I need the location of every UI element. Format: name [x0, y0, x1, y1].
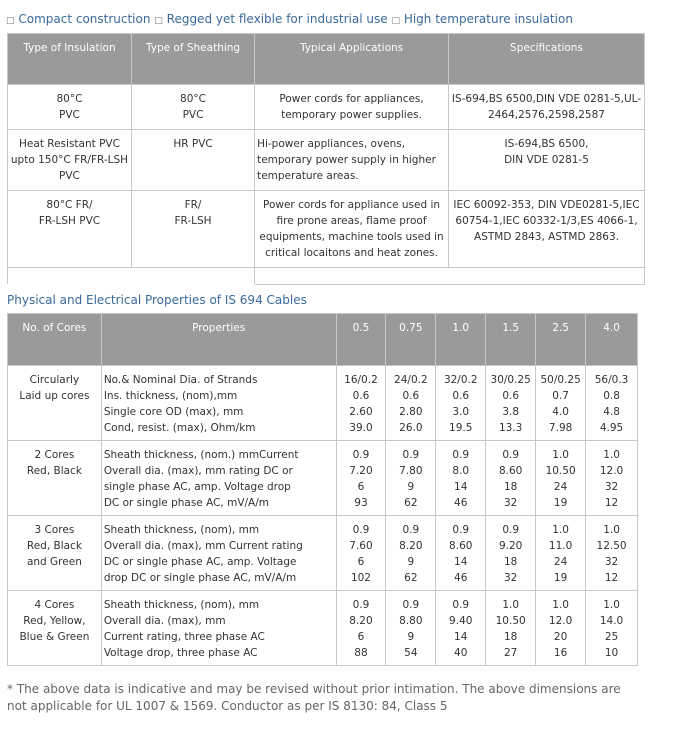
- properties-table: [7, 313, 638, 666]
- cell-text: 0.6: [402, 390, 420, 402]
- cell-text: Red, Black: [26, 540, 82, 552]
- column-header: Typical Applications: [255, 34, 449, 85]
- cell-text: FR/: [184, 199, 202, 211]
- cell-text: 0.9: [502, 449, 520, 461]
- cell-text: DIN VDE 0281-5: [504, 154, 589, 166]
- section-title: Physical and Electrical Properties of IS 694 Cables: [7, 293, 307, 307]
- cell-text: Power cords for appliance used in: [262, 199, 441, 211]
- cell-text: 4 Cores: [34, 599, 75, 611]
- value-cell: [436, 441, 486, 516]
- cell-text: 0.9: [402, 449, 420, 461]
- table-cell-sheathing: [131, 191, 254, 268]
- properties-cell: [101, 441, 336, 516]
- cell-text: PVC: [182, 109, 204, 121]
- cell-text: 1.0: [552, 599, 569, 611]
- cell-text: ASTMD 2843, ASTMD 2863.: [474, 231, 619, 243]
- cell-text: critical locaitons and heat zones.: [265, 247, 438, 259]
- value-cell: [436, 591, 486, 666]
- value-cell: [386, 516, 436, 591]
- cell-text: 39.0: [349, 422, 373, 434]
- insulation-table: [7, 33, 645, 285]
- cell-text: 1.0: [603, 449, 620, 461]
- cell-text: HR PVC: [173, 138, 213, 150]
- table-cell-insulation: [8, 85, 132, 130]
- cell-text: Cond, resist. (max), Ohm/km: [103, 422, 256, 434]
- cell-text: 4.8: [603, 406, 620, 418]
- cell-text: Overall dia. (max), mm Current rating: [103, 540, 303, 552]
- cell-text: Blue & Green: [19, 631, 90, 643]
- cell-text: 14: [454, 481, 468, 493]
- cores-cell: [8, 366, 102, 441]
- cell-text: 18: [503, 631, 518, 643]
- feature-item: Compact construction: [18, 12, 151, 26]
- cell-text: Hi-power appliances, ovens,: [257, 138, 406, 150]
- cell-text: 80°C FR/: [46, 199, 93, 211]
- value-cell: [586, 516, 638, 591]
- cell-text: 6: [357, 556, 365, 568]
- cell-text: 1.0: [603, 524, 620, 536]
- cell-text: 12: [604, 497, 619, 509]
- column-header: Specifications: [449, 34, 645, 85]
- value-cell: [486, 591, 536, 666]
- table-cell-insulation: [8, 191, 132, 268]
- cell-text: 46: [454, 572, 468, 584]
- value-cell: [536, 591, 586, 666]
- cell-text: 27: [503, 647, 518, 659]
- cell-text: 8.60: [498, 465, 523, 477]
- cell-text: 32: [503, 572, 518, 584]
- cell-text: 14.0: [599, 615, 624, 627]
- table-cell-specifications: [449, 130, 645, 191]
- cell-text: 12.0: [599, 465, 624, 477]
- cell-text: 11.0: [548, 540, 573, 552]
- column-header: 0.75: [386, 314, 436, 366]
- cell-text: 62: [404, 497, 418, 509]
- cell-text: 2464,2576,2598,2587: [488, 109, 605, 121]
- cell-text: 19: [553, 572, 568, 584]
- cell-text: 18: [503, 481, 518, 493]
- cell-text: 0.9: [352, 524, 370, 536]
- cell-text: 0.9: [402, 524, 420, 536]
- cell-text: FR-LSH PVC: [38, 215, 101, 227]
- cell-text: 80°C: [180, 93, 206, 105]
- cell-text: 0.6: [352, 390, 370, 402]
- cell-text: 19.5: [449, 422, 473, 434]
- value-cell: [536, 441, 586, 516]
- cell-text: 2.60: [349, 406, 373, 418]
- cell-text: Sheath thickness, (nom.) mmCurrent: [103, 449, 299, 461]
- table-cell-insulation: [8, 130, 132, 191]
- cell-text: Red, Yellow,: [23, 615, 86, 627]
- cell-text: 9: [407, 631, 415, 643]
- cell-text: PVC: [59, 109, 80, 121]
- cores-cell: [8, 441, 102, 516]
- feature-list: [6, 12, 573, 26]
- cell-text: IEC 60092-353, DIN VDE0281-5,IEC: [453, 199, 640, 211]
- cell-text: 0.9: [452, 449, 470, 461]
- cell-text: Single core OD (max), mm: [103, 406, 244, 418]
- cell-text: 18: [503, 556, 518, 568]
- cell-text: temperature areas.: [257, 170, 359, 182]
- value-cell: [536, 366, 586, 441]
- cell-text: 0.9: [352, 449, 370, 461]
- cell-text: 6: [357, 481, 365, 493]
- cell-text: 32/0.2: [443, 374, 478, 386]
- table-cell-applications: [255, 191, 449, 268]
- cell-text: drop DC or single phase AC, mV/A/m: [103, 572, 297, 584]
- cell-text: 8.20: [349, 615, 373, 627]
- cell-text: 10.50: [495, 615, 526, 627]
- value-cell: [586, 366, 638, 441]
- value-cell: [336, 366, 386, 441]
- cell-text: 80°C: [56, 93, 83, 105]
- cell-text: equipments, machine tools used in: [259, 231, 444, 243]
- cell-text: 20: [553, 631, 568, 643]
- properties-cell: [101, 591, 336, 666]
- cell-text: 93: [354, 497, 368, 509]
- cell-text: 12: [604, 572, 619, 584]
- value-cell: [486, 516, 536, 591]
- table-header-row: [8, 34, 645, 85]
- cell-text: 1.0: [552, 449, 569, 461]
- value-cell: [386, 441, 436, 516]
- cell-text: 0.7: [552, 390, 569, 402]
- feature-item: High temperature insulation: [403, 12, 573, 26]
- cell-text: 0.9: [352, 599, 370, 611]
- cell-text: 2.80: [399, 406, 423, 418]
- cell-text: 7.60: [349, 540, 373, 552]
- cell-text: 9.20: [498, 540, 523, 552]
- footnote: * The above data is indicative and may be revised without prior intimation. The above dimensions are not applicable for UL 1007 & 1569. Conductor as per IS 8130: 84, Class 5: [7, 682, 621, 713]
- table-cell-sheathing: [131, 130, 254, 191]
- cell-text: upto 150°C FR/FR-LSH: [10, 154, 129, 166]
- cell-text: 10.50: [545, 465, 576, 477]
- cell-text: 26.0: [399, 422, 423, 434]
- table-cell-specifications: [449, 191, 645, 268]
- cell-text: 0.9: [452, 524, 470, 536]
- cell-text: IS-694,BS 6500,: [504, 138, 589, 150]
- cell-text: 60754-1,IEC 60332-1/3,ES 4066-1,: [455, 215, 638, 227]
- column-header: No. of Cores: [8, 314, 102, 366]
- column-header: 1.5: [486, 314, 536, 366]
- column-header: 2.5: [536, 314, 586, 366]
- cell-text: 12.0: [548, 615, 573, 627]
- column-header: 0.5: [336, 314, 386, 366]
- cell-text: 32: [503, 497, 518, 509]
- table-cell-applications: [255, 85, 449, 130]
- cell-text: 24: [553, 481, 568, 493]
- cell-text: Circularly: [29, 374, 80, 386]
- cell-text: 3.0: [452, 406, 470, 418]
- cell-text: No.& Nominal Dia. of Strands: [103, 374, 258, 386]
- cell-text: 2 Cores: [34, 449, 75, 461]
- value-cell: [536, 516, 586, 591]
- properties-cell: [101, 366, 336, 441]
- table-row: [8, 591, 638, 666]
- cell-text: 3 Cores: [34, 524, 75, 536]
- value-cell: [436, 366, 486, 441]
- cell-text: 32: [604, 481, 619, 493]
- cell-text: 25: [604, 631, 619, 643]
- cell-text: Ins. thickness, (nom),mm: [103, 390, 238, 402]
- value-cell: [436, 516, 486, 591]
- cell-text: FR-LSH: [174, 215, 212, 227]
- cell-text: Voltage drop, three phase AC: [103, 647, 258, 659]
- cell-text: DC or single phase AC, amp. Voltage: [103, 556, 297, 568]
- value-cell: [336, 591, 386, 666]
- table-row: [8, 516, 638, 591]
- cell-text: 56/0.3: [594, 374, 629, 386]
- cell-text: Power cords for appliances,: [279, 93, 424, 105]
- cell-text: 24/0.2: [394, 374, 428, 386]
- cell-text: 7.20: [349, 465, 373, 477]
- value-cell: [336, 516, 386, 591]
- table-cell-applications: [255, 130, 449, 191]
- cell-text: 0.9: [402, 599, 420, 611]
- cell-text: 88: [354, 647, 368, 659]
- value-cell: [486, 366, 536, 441]
- table-cell-sheathing: [131, 85, 254, 130]
- value-cell: [586, 441, 638, 516]
- table-row-empty: [8, 268, 645, 285]
- cell-text: 50/0.25: [540, 374, 581, 386]
- cell-text: 9: [407, 556, 415, 568]
- cell-text: Current rating, three phase AC: [103, 631, 265, 643]
- cores-cell: [8, 591, 102, 666]
- cell-text: 102: [350, 572, 371, 584]
- value-cell: [586, 591, 638, 666]
- cell-text: fire prone areas, flame proof: [276, 215, 427, 227]
- cell-text: 14: [454, 556, 468, 568]
- cell-text: 3.8: [502, 406, 520, 418]
- cell-text: 9: [407, 481, 415, 493]
- cell-text: 4.95: [599, 422, 624, 434]
- table-row: [8, 441, 638, 516]
- cell-text: 0.6: [502, 390, 520, 402]
- cell-text: 19: [553, 497, 568, 509]
- cell-text: temporary power supply in higher: [257, 154, 436, 166]
- value-cell: [386, 366, 436, 441]
- column-header: 1.0: [436, 314, 486, 366]
- table-row: [8, 130, 645, 191]
- cell-text: 7.98: [548, 422, 573, 434]
- cell-text: 46: [454, 497, 468, 509]
- cell-text: Sheath thickness, (nom), mm: [103, 599, 260, 611]
- cell-text: 1.0: [502, 599, 520, 611]
- value-cell: [386, 591, 436, 666]
- cell-text: 7.80: [399, 465, 423, 477]
- cell-text: 32: [604, 556, 619, 568]
- table-row: [8, 366, 638, 441]
- column-header: Properties: [101, 314, 336, 366]
- column-header: Type of Sheathing: [131, 34, 254, 85]
- cell-text: 4.0: [552, 406, 569, 418]
- cell-text: 12.50: [596, 540, 627, 552]
- value-cell: [486, 441, 536, 516]
- cell-text: 14: [454, 631, 468, 643]
- cell-text: 13.3: [498, 422, 523, 434]
- column-header: Type of Insulation: [8, 34, 132, 85]
- cell-text: and Green: [26, 556, 82, 568]
- cell-text: 8.60: [449, 540, 473, 552]
- cell-text: Heat Resistant PVC: [19, 138, 120, 150]
- cell-text: 16/0.2: [344, 374, 378, 386]
- cell-text: 54: [404, 647, 418, 659]
- column-header: 4.0: [586, 314, 638, 366]
- cell-text: DC or single phase AC, mV/A/m: [103, 497, 269, 509]
- cell-text: 10: [604, 647, 619, 659]
- table-cell-specifications: [449, 85, 645, 130]
- cell-text: 40: [454, 647, 468, 659]
- cell-text: Sheath thickness, (nom), mm: [103, 524, 260, 536]
- cell-text: PVC: [59, 170, 80, 182]
- cell-text: 1.0: [552, 524, 569, 536]
- cell-text: 8.0: [452, 465, 470, 477]
- value-cell: [336, 441, 386, 516]
- cell-text: 6: [357, 631, 365, 643]
- cell-text: 8.20: [399, 540, 423, 552]
- cell-text: Red, Black: [26, 465, 82, 477]
- properties-cell: [101, 516, 336, 591]
- cell-text: Overall dia. (max), mm rating DC or: [103, 465, 293, 477]
- cell-text: temporary power supplies.: [281, 109, 422, 121]
- bullet-icon: □: [391, 16, 400, 26]
- table-row: [8, 85, 645, 130]
- cell-text: 9.40: [449, 615, 473, 627]
- cell-text: 62: [404, 572, 418, 584]
- cell-text: 16: [553, 647, 568, 659]
- cell-text: single phase AC, amp. Voltage drop: [103, 481, 291, 493]
- cell-text: 8.80: [399, 615, 423, 627]
- table-row: [8, 191, 645, 268]
- cell-text: 30/0.25: [490, 374, 531, 386]
- cell-text: 24: [553, 556, 568, 568]
- cell-text: 0.6: [452, 390, 470, 402]
- table-header-row: [8, 314, 638, 366]
- cell-text: 0.8: [603, 390, 620, 402]
- cell-text: IS-694,BS 6500,DIN VDE 0281-5,UL-: [451, 93, 642, 105]
- feature-item: Regged yet flexible for industrial use: [166, 12, 388, 26]
- bullet-icon: □: [154, 16, 163, 26]
- bullet-icon: □: [6, 16, 15, 26]
- cell-text: 0.9: [502, 524, 520, 536]
- cell-text: Overall dia. (max), mm: [103, 615, 226, 627]
- cell-text: 1.0: [603, 599, 620, 611]
- cores-cell: [8, 516, 102, 591]
- cell-text: Laid up cores: [19, 390, 90, 402]
- cell-text: 0.9: [452, 599, 470, 611]
